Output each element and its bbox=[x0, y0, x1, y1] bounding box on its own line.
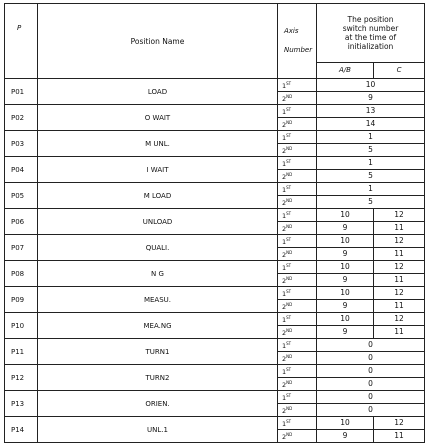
axis-second-suffix: ND bbox=[286, 328, 293, 333]
position-name: QUALI. bbox=[38, 235, 278, 261]
switch-value-second: 5 bbox=[317, 196, 425, 209]
switch-value-second: 14 bbox=[317, 118, 425, 131]
table-row bbox=[5, 209, 425, 222]
switch-value-second: 9 bbox=[317, 92, 425, 105]
axis-second-cell bbox=[278, 196, 317, 209]
axis-first-suffix: ST bbox=[286, 315, 292, 320]
axis-first-number: 1 bbox=[282, 342, 287, 350]
axis-second-suffix: ND bbox=[286, 354, 293, 359]
switch-value-ab-second: 9 bbox=[317, 300, 374, 313]
switch-value-first: 1 bbox=[317, 157, 425, 170]
axis-first-number: 1 bbox=[282, 316, 287, 324]
axis-first-cell bbox=[278, 157, 317, 170]
axis-second-number: 2 bbox=[282, 277, 287, 285]
axis-second-number: 2 bbox=[282, 329, 287, 337]
axis-first-cell bbox=[278, 209, 317, 222]
position-id: P02 bbox=[5, 105, 38, 131]
axis-first-number: 1 bbox=[282, 160, 287, 168]
switch-value-ab-first: 10 bbox=[317, 235, 374, 248]
header-col-ab: A/B bbox=[317, 62, 374, 78]
axis-first-cell bbox=[278, 261, 317, 274]
position-name: ORIEN. bbox=[38, 391, 278, 417]
table-row bbox=[5, 391, 425, 404]
switch-value-c-second: 11 bbox=[374, 248, 425, 261]
header-col-c: C bbox=[374, 62, 425, 78]
position-id: P11 bbox=[5, 339, 38, 365]
axis-first-number: 1 bbox=[282, 212, 287, 220]
table-row bbox=[5, 287, 425, 300]
axis-second-number: 2 bbox=[282, 121, 287, 129]
axis-second-cell bbox=[278, 92, 317, 105]
switch-value-ab-second: 9 bbox=[317, 274, 374, 287]
position-id: P04 bbox=[5, 157, 38, 183]
switch-value-c-first: 12 bbox=[374, 209, 425, 222]
position-id: P03 bbox=[5, 131, 38, 157]
axis-second-suffix: ND bbox=[286, 172, 293, 177]
position-id: P08 bbox=[5, 261, 38, 287]
switch-value-c-second: 11 bbox=[374, 326, 425, 339]
axis-first-suffix: ST bbox=[286, 133, 292, 138]
axis-first-suffix: ST bbox=[286, 159, 292, 164]
axis-first-suffix: ST bbox=[286, 393, 292, 398]
position-id: P09 bbox=[5, 287, 38, 313]
axis-first-suffix: ST bbox=[286, 237, 292, 242]
axis-first-suffix: ST bbox=[286, 341, 292, 346]
position-name: UNLOAD bbox=[38, 209, 278, 235]
axis-first-number: 1 bbox=[282, 238, 287, 246]
position-name: UNL.1 bbox=[38, 417, 278, 443]
table-row bbox=[5, 105, 425, 118]
position-name: M LOAD bbox=[38, 183, 278, 209]
header-axis-line1: Axis bbox=[284, 27, 299, 35]
axis-second-number: 2 bbox=[282, 199, 287, 207]
table-row bbox=[5, 183, 425, 196]
axis-first-cell bbox=[278, 79, 317, 92]
axis-first-suffix: ST bbox=[286, 185, 292, 190]
axis-second-number: 2 bbox=[282, 355, 287, 363]
position-name: TURN1 bbox=[38, 339, 278, 365]
header-position-name: Position Name bbox=[38, 4, 278, 79]
switch-value-first: 10 bbox=[317, 79, 425, 92]
switch-value-c-first: 12 bbox=[374, 417, 425, 430]
axis-first-number: 1 bbox=[282, 186, 287, 194]
switch-value-c-second: 11 bbox=[374, 274, 425, 287]
axis-second-cell bbox=[278, 430, 317, 443]
switch-value-second: 5 bbox=[317, 170, 425, 183]
axis-first-cell bbox=[278, 183, 317, 196]
axis-second-cell bbox=[278, 326, 317, 339]
axis-second-suffix: ND bbox=[286, 276, 293, 281]
position-name: M UNL. bbox=[38, 131, 278, 157]
switch-value-c-first: 12 bbox=[374, 261, 425, 274]
switch-value-ab-first: 10 bbox=[317, 287, 374, 300]
position-name: TURN2 bbox=[38, 365, 278, 391]
axis-second-suffix: ND bbox=[286, 224, 293, 229]
switch-value-first: 0 bbox=[317, 391, 425, 404]
table-row bbox=[5, 339, 425, 352]
switch-value-c-first: 12 bbox=[374, 287, 425, 300]
axis-first-cell bbox=[278, 235, 317, 248]
switch-value-first: 1 bbox=[317, 131, 425, 144]
table-row bbox=[5, 261, 425, 274]
axis-first-cell bbox=[278, 391, 317, 404]
switch-value-c-second: 11 bbox=[374, 222, 425, 235]
axis-second-suffix: ND bbox=[286, 406, 293, 411]
switch-value-ab-first: 10 bbox=[317, 313, 374, 326]
switch-value-ab-second: 9 bbox=[317, 248, 374, 261]
table-row bbox=[5, 235, 425, 248]
axis-first-number: 1 bbox=[282, 108, 287, 116]
header-switch-line2: switch number bbox=[342, 23, 399, 33]
axis-second-cell bbox=[278, 118, 317, 131]
axis-second-number: 2 bbox=[282, 225, 287, 233]
axis-first-suffix: ST bbox=[286, 81, 292, 86]
position-id: P06 bbox=[5, 209, 38, 235]
axis-second-number: 2 bbox=[282, 95, 287, 103]
axis-first-number: 1 bbox=[282, 368, 287, 376]
axis-first-suffix: ST bbox=[286, 419, 292, 424]
switch-value-c-second: 11 bbox=[374, 430, 425, 443]
axis-first-number: 1 bbox=[282, 264, 287, 272]
axis-second-number: 2 bbox=[282, 381, 287, 389]
axis-second-cell bbox=[278, 144, 317, 157]
axis-second-cell bbox=[278, 352, 317, 365]
header-switch-line3: at the time of bbox=[344, 32, 397, 42]
axis-first-cell bbox=[278, 287, 317, 300]
axis-second-number: 2 bbox=[282, 173, 287, 181]
switch-value-second: 0 bbox=[317, 404, 425, 417]
axis-second-number: 2 bbox=[282, 147, 287, 155]
switch-value-ab-second: 9 bbox=[317, 430, 374, 443]
switch-value-second: 0 bbox=[317, 352, 425, 365]
header-switch-line1: The position bbox=[347, 14, 394, 24]
switch-value-first: 1 bbox=[317, 183, 425, 196]
switch-value-c-second: 11 bbox=[374, 300, 425, 313]
axis-second-cell bbox=[278, 300, 317, 313]
axis-second-suffix: ND bbox=[286, 432, 293, 437]
table-row bbox=[5, 131, 425, 144]
switch-value-second: 5 bbox=[317, 144, 425, 157]
header-axis-number bbox=[278, 4, 317, 79]
header-switch-number bbox=[317, 4, 425, 63]
position-name: MEASU. bbox=[38, 287, 278, 313]
axis-second-number: 2 bbox=[282, 433, 287, 441]
axis-second-suffix: ND bbox=[286, 250, 293, 255]
table-row bbox=[5, 79, 425, 92]
switch-value-first: 0 bbox=[317, 339, 425, 352]
header-switch-line4: initialization bbox=[347, 41, 394, 51]
position-name: N G bbox=[38, 261, 278, 287]
table-row bbox=[5, 313, 425, 326]
switch-value-ab-first: 10 bbox=[317, 261, 374, 274]
axis-first-number: 1 bbox=[282, 82, 287, 90]
axis-first-cell bbox=[278, 313, 317, 326]
position-id: P13 bbox=[5, 391, 38, 417]
axis-second-cell bbox=[278, 404, 317, 417]
axis-second-suffix: ND bbox=[286, 198, 293, 203]
axis-first-number: 1 bbox=[282, 290, 287, 298]
axis-first-cell bbox=[278, 339, 317, 352]
switch-value-ab-first: 10 bbox=[317, 209, 374, 222]
switch-value-ab-first: 10 bbox=[317, 417, 374, 430]
switch-value-first: 13 bbox=[317, 105, 425, 118]
switch-value-c-first: 12 bbox=[374, 313, 425, 326]
header-axis-line2: Number bbox=[284, 46, 313, 54]
position-name: MEA.NG bbox=[38, 313, 278, 339]
axis-second-suffix: ND bbox=[286, 94, 293, 99]
axis-second-number: 2 bbox=[282, 303, 287, 311]
axis-second-cell bbox=[278, 222, 317, 235]
switch-value-second: 0 bbox=[317, 378, 425, 391]
position-id: P01 bbox=[5, 79, 38, 105]
position-name: LOAD bbox=[38, 79, 278, 105]
table-row bbox=[5, 365, 425, 378]
axis-second-number: 2 bbox=[282, 251, 287, 259]
position-table bbox=[4, 3, 425, 443]
header-p: P bbox=[5, 4, 38, 79]
axis-second-suffix: ND bbox=[286, 380, 293, 385]
axis-first-number: 1 bbox=[282, 134, 287, 142]
axis-second-cell bbox=[278, 378, 317, 391]
axis-second-cell bbox=[278, 248, 317, 261]
axis-first-suffix: ST bbox=[286, 263, 292, 268]
table-body bbox=[5, 79, 425, 443]
axis-second-cell bbox=[278, 274, 317, 287]
axis-first-cell bbox=[278, 131, 317, 144]
axis-second-suffix: ND bbox=[286, 120, 293, 125]
position-id: P07 bbox=[5, 235, 38, 261]
axis-second-number: 2 bbox=[282, 407, 287, 415]
switch-value-ab-second: 9 bbox=[317, 222, 374, 235]
position-id: P12 bbox=[5, 365, 38, 391]
axis-first-suffix: ST bbox=[286, 289, 292, 294]
axis-first-suffix: ST bbox=[286, 367, 292, 372]
axis-first-number: 1 bbox=[282, 420, 287, 428]
axis-second-cell bbox=[278, 170, 317, 183]
axis-first-number: 1 bbox=[282, 394, 287, 402]
axis-second-suffix: ND bbox=[286, 302, 293, 307]
axis-first-suffix: ST bbox=[286, 107, 292, 112]
position-id: P10 bbox=[5, 313, 38, 339]
position-name: O WAIT bbox=[38, 105, 278, 131]
axis-second-suffix: ND bbox=[286, 146, 293, 151]
position-id: P05 bbox=[5, 183, 38, 209]
switch-value-first: 0 bbox=[317, 365, 425, 378]
switch-value-ab-second: 9 bbox=[317, 326, 374, 339]
table-row bbox=[5, 157, 425, 170]
axis-first-cell bbox=[278, 365, 317, 378]
switch-value-c-first: 12 bbox=[374, 235, 425, 248]
axis-first-cell bbox=[278, 105, 317, 118]
axis-first-suffix: ST bbox=[286, 211, 292, 216]
position-name: I WAIT bbox=[38, 157, 278, 183]
position-id: P14 bbox=[5, 417, 38, 443]
